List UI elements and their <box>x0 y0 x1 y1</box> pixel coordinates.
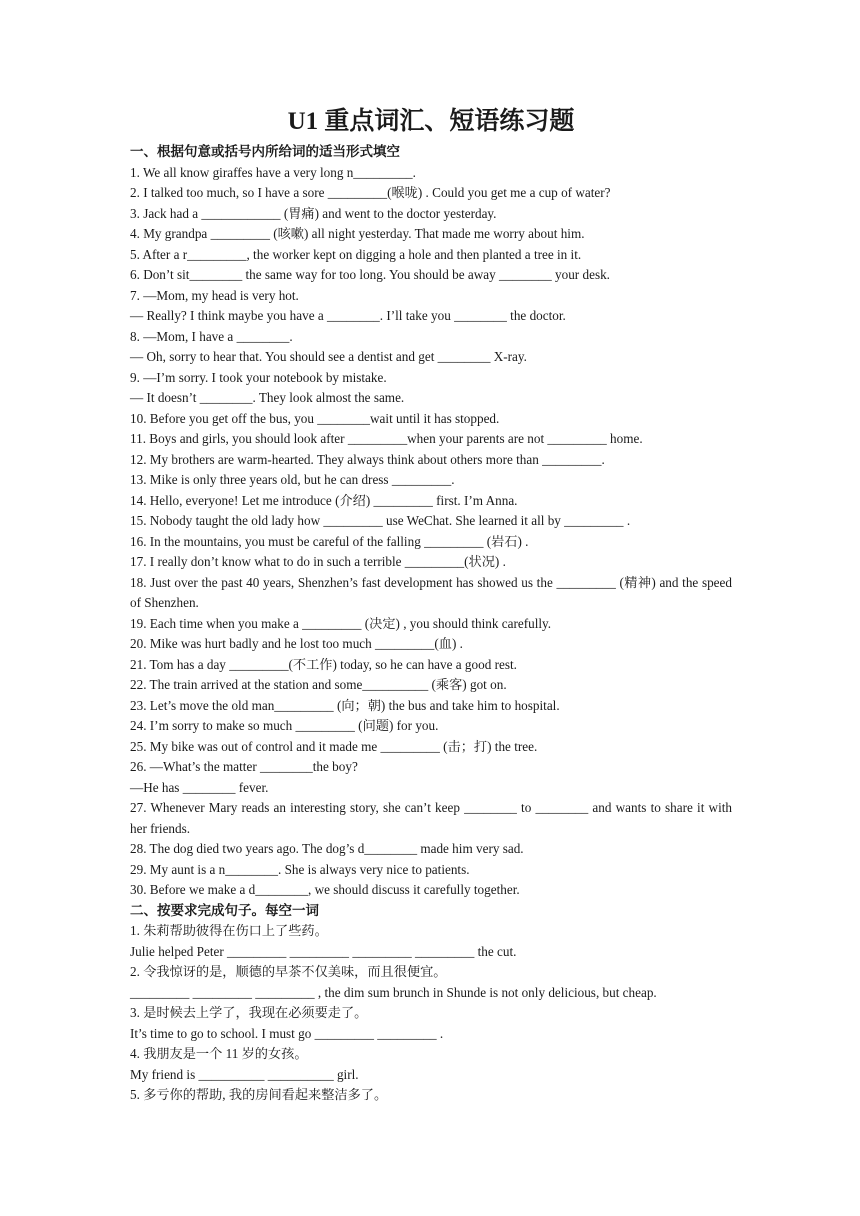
section-2-list <box>130 921 732 1106</box>
question-line: 23. Let’s move the old man_________ (向；朝) the bus and take him to hospital. <box>130 697 560 713</box>
question-line: — Really? I think maybe you have a ________. I’ll take you ________ the doctor. <box>130 308 566 323</box>
question-line: —He has ________ fever. <box>130 779 269 795</box>
section-1-list <box>130 163 732 901</box>
question-line: 3. 是时候去上学了，我现在必须要走了。 <box>130 1005 368 1020</box>
question-line: _________ _________ _________ , the dim sum brunch in Shunde is not only delicious, but cheap. <box>130 984 657 1000</box>
question-line: 3. Jack had a ____________ (胃痛) and went to the doctor yesterday. <box>130 205 497 221</box>
question-line: 25. My bike was out of control and it made me _________ (击；打) the tree. <box>130 738 538 754</box>
question-line: 11. Boys and girls, you should look after _________when your parents are not _________ home. <box>130 431 643 446</box>
question-line: 14. Hello, everyone! Let me introduce (介绍) _________ first. I’m Anna. <box>130 492 518 508</box>
question-line: 5. After a r_________, the worker kept on digging a hole and then planted a tree in it. <box>130 246 582 262</box>
question-line: — Oh, sorry to hear that. You should see a dentist and get ________ X-ray. <box>130 349 527 364</box>
question-line: Julie helped Peter _________ _________ _________ _________ the cut. <box>130 943 517 959</box>
question-line: It’s time to go to school. I must go _________ _________ . <box>130 1025 444 1041</box>
question-line: 18. Just over the past 40 years, Shenzhen’s fast development has showed us the _________ (精神) and the speed of Shenzhen. <box>130 574 732 610</box>
question-line: 30. Before we make a d________, we should discuss it carefully together. <box>130 882 520 897</box>
question-line: 15. Nobody taught the old lady how _________ use WeChat. She learned it all by _________ . <box>130 513 631 528</box>
question-line: 1. 朱莉帮助彼得在伤口上了些药。 <box>130 923 328 938</box>
question-line: 1. We all know giraffes have a very long n_________. <box>130 164 416 180</box>
question-line: 2. 令我惊讶的是，顺德的早茶不仅美味，而且很便宜。 <box>130 964 447 979</box>
question-line: 8. —Mom, I have a ________. <box>130 328 293 344</box>
page-title: U1 重点词汇、短语练习题 <box>287 108 575 135</box>
question-line: 12. My brothers are warm-hearted. They always think about others more than _________. <box>130 451 605 467</box>
question-line: 13. Mike is only three years old, but he can dress _________. <box>130 472 455 487</box>
question-line: 28. The dog died two years ago. The dog’s d________ made him very sad. <box>130 841 524 856</box>
question-line: 2. I talked too much, so I have a sore _________(喉咙) . Could you get me a cup of water? <box>130 185 611 200</box>
question-line: 6. Don’t sit________ the same way for too long. You should be away ________ your desk. <box>130 267 610 282</box>
question-line: 19. Each time when you make a _________ (决定) , you should think carefully. <box>130 615 552 631</box>
section-heading: 一、根据句意或括号内所给词的适当形式填空 <box>130 144 400 159</box>
question-line: 22. The train arrived at the station and some__________ (乘客) got on. <box>130 677 507 692</box>
question-line: 16. In the mountains, you must be careful of the falling _________ (岩石) . <box>130 533 529 549</box>
question-line: 29. My aunt is a n________. She is always very nice to patients. <box>130 861 470 877</box>
question-line: 26. —What’s the matter ________the boy? <box>130 759 358 774</box>
question-line: 4. My grandpa _________ (咳嗽) all night yesterday. That made me worry about him. <box>130 226 585 241</box>
section-heading: 二、按要求完成句子。每空一词 <box>130 902 319 918</box>
worksheet-page <box>130 104 732 1106</box>
question-line: 17. I really don’t know what to do in such a terrible _________(状况) . <box>130 554 506 569</box>
question-line: — It doesn’t ________. They look almost the same. <box>130 390 405 405</box>
question-line: 10. Before you get off the bus, you ________wait until it has stopped. <box>130 410 500 426</box>
question-line: My friend is __________ __________ girl. <box>130 1066 359 1082</box>
question-line: 27. Whenever Mary reads an interesting story, she can’t keep ________ to ________ and wants to share it with her friends. <box>130 800 732 836</box>
question-line: 7. —Mom, my head is very hot. <box>130 287 299 303</box>
question-line: 5. 多亏你的帮助, 我的房间看起来整洁多了。 <box>130 1087 388 1102</box>
question-line: 4. 我朋友是一个 11 岁的女孩。 <box>130 1046 308 1061</box>
question-line: 20. Mike was hurt badly and he lost too much _________(血) . <box>130 636 463 651</box>
question-line: 21. Tom has a day _________(不工作) today, so he can have a good rest. <box>130 656 517 672</box>
question-line: 9. —I’m sorry. I took your notebook by mistake. <box>130 369 387 385</box>
question-line: 24. I’m sorry to make so much _________ (问题) for you. <box>130 718 439 733</box>
